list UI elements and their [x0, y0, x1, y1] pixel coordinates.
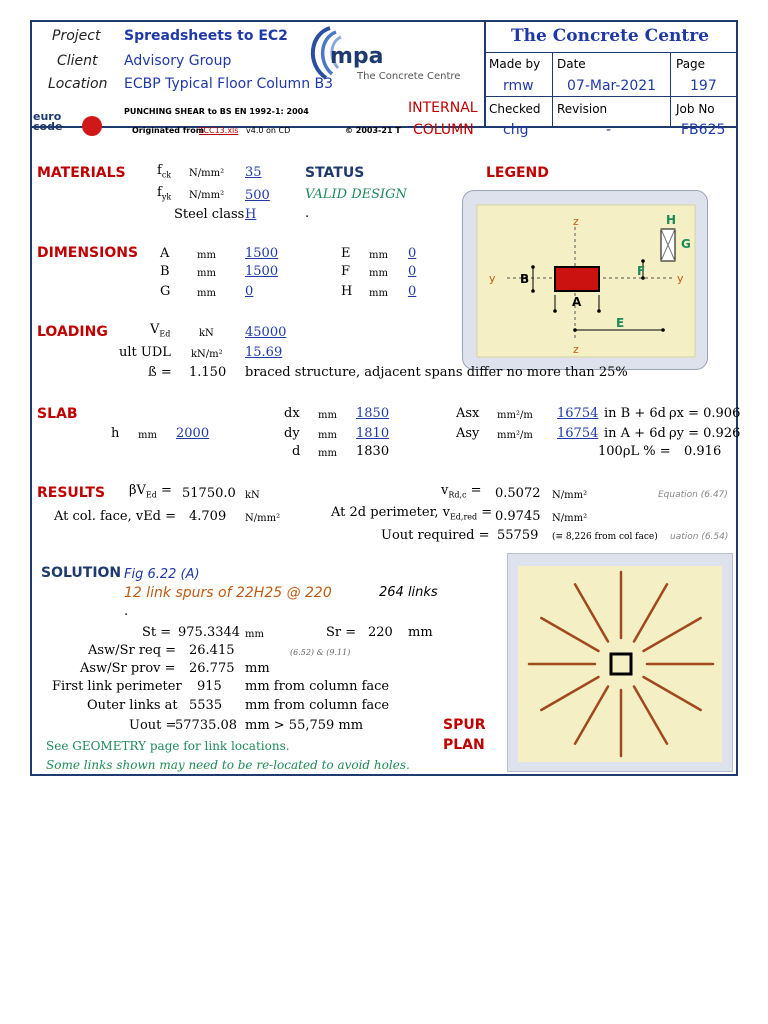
location-label: Location: [48, 76, 108, 92]
steel-class-label: Steel class: [174, 207, 245, 222]
project-value: Spreadsheets to EC2: [124, 28, 288, 44]
slab-d-label: d: [292, 444, 301, 459]
dim-a-input[interactable]: 1500: [245, 246, 279, 261]
colface-unit: N/mm²: [245, 513, 281, 524]
page-value: 197: [690, 78, 717, 94]
slab-dy-unit: mm: [318, 430, 337, 441]
legend-title: LEGEND: [486, 165, 549, 181]
beta-note: braced structure, adjacent spans differ no more than 25%: [245, 365, 628, 380]
materials-title: MATERIALS: [37, 165, 126, 181]
legend-y-left: y: [489, 272, 496, 285]
ved-symbol: $V_{Ed}$: [150, 322, 171, 339]
spur-plan-label-2: PLAN: [443, 737, 485, 753]
slab-h-label: h: [111, 426, 120, 441]
legend-dot: [641, 259, 645, 263]
spur-plan-label-1: SPUR: [443, 717, 486, 733]
slab-dx-unit: mm: [318, 410, 337, 421]
vrdc-label: $v_{Rd,c}$ =: [441, 483, 482, 500]
status-dot: .: [305, 206, 310, 221]
aswreq-value: 26.415: [189, 643, 235, 658]
page-label: Page: [676, 57, 706, 71]
udl-input[interactable]: 15.69: [245, 345, 283, 360]
checked-label: Checked: [489, 102, 541, 116]
aswprov-value: 26.775: [189, 661, 235, 676]
header-row-divider: [484, 96, 736, 97]
uout-required-ref: uation (6.54): [670, 532, 729, 542]
sr-label: Sr =: [326, 625, 357, 640]
fyk-input[interactable]: 500: [245, 188, 270, 203]
dimensions-title: DIMENSIONS: [37, 245, 139, 261]
slab-asx-label: Asx: [456, 406, 480, 421]
dim-f-input[interactable]: 0: [408, 264, 417, 279]
aswreq-label: Asw/Sr req =: [88, 643, 177, 658]
first-perimeter-value: 915: [197, 679, 222, 694]
checked-value: chg: [503, 122, 529, 138]
slab-asy-label: Asy: [456, 426, 480, 441]
header-col-divider-2: [670, 52, 671, 126]
project-label: Project: [52, 28, 101, 44]
bved-unit: kN: [245, 490, 260, 501]
perim-label: At 2d perimeter, $v_{Ed,red}$ =: [331, 505, 493, 522]
uout-comparison: mm > 55,759 mm: [245, 718, 364, 733]
legend-dot: [573, 328, 577, 332]
vrdc-unit: N/mm²: [552, 490, 588, 501]
slab-rhol-value: 0.916: [684, 444, 722, 459]
aswprov-unit: mm: [245, 661, 270, 676]
fck-input[interactable]: 35: [245, 165, 262, 180]
eurocode-logo-line1: euro: [33, 110, 62, 123]
fck-symbol: $f_{ck}$: [157, 163, 172, 180]
dim-h-label: H: [341, 284, 353, 299]
legend-dot: [597, 309, 601, 313]
dim-h-unit: mm: [369, 288, 388, 299]
uout-value: 57735.08: [175, 718, 238, 733]
dim-g-label: G: [160, 284, 171, 299]
solution-links: 264 links: [379, 585, 438, 600]
fyk-unit: N/mm²: [189, 190, 225, 201]
loading-title: LOADING: [37, 324, 108, 340]
outer-links-label: Outer links at: [87, 698, 178, 713]
legend-g-label: G: [681, 237, 691, 251]
eurocode-logo: [33, 112, 62, 132]
colface-value: 4.709: [189, 509, 227, 524]
beta-label: ß =: [148, 365, 172, 380]
revision-label: Revision: [557, 102, 608, 116]
client-label: Client: [57, 53, 98, 69]
uout-required-label: Uout required =: [381, 528, 490, 543]
slab-asy-unit: mm²/m: [497, 430, 533, 441]
aswprov-label: Asw/Sr prov =: [80, 661, 176, 676]
legend-f-label: F: [637, 264, 646, 278]
job-no-value: FB625: [681, 122, 726, 138]
originated-version: v4.0 on CD: [246, 126, 291, 135]
dim-a-unit: mm: [197, 250, 216, 261]
originated-file-link[interactable]: TCC13.xls: [199, 126, 239, 135]
beta-value: 1.150: [189, 365, 227, 380]
header-title-divider: [484, 52, 736, 53]
legend-y-right: y: [677, 272, 684, 285]
outer-links-unit: mm from column face: [245, 698, 390, 713]
ved-input[interactable]: 45000: [245, 325, 287, 340]
bved-label: $\beta V_{Ed}$ =: [129, 483, 172, 500]
slab-rhox: ρx = 0.906: [669, 406, 741, 421]
slab-asx-unit: mm²/m: [497, 410, 533, 421]
udl-unit: kN/m²: [191, 349, 223, 360]
made-by-label: Made by: [489, 57, 541, 71]
spur-plan-diagram: [508, 554, 734, 773]
vrdc-value: 0.5072: [495, 486, 541, 501]
vrdc-ref: Equation (6.47): [658, 490, 728, 500]
dim-g-unit: mm: [197, 288, 216, 299]
first-perimeter-label: First link perimeter: [52, 679, 182, 694]
dim-b-label: B: [160, 264, 170, 279]
sr-unit: mm: [408, 625, 433, 640]
slab-asy-input[interactable]: 16754: [557, 426, 599, 441]
date-label: Date: [557, 57, 586, 71]
slab-dx-label: dx: [284, 406, 300, 421]
eurocode-logo-line2: code: [33, 120, 63, 133]
solution-dot: .: [124, 604, 129, 619]
location-value: ECBP Typical Floor Column B3: [124, 76, 334, 92]
sr-value: 220: [368, 625, 393, 640]
dim-a-label: A: [160, 246, 170, 261]
copyright: © 2003-21 T: [345, 126, 401, 135]
legend-h-label: H: [666, 213, 677, 227]
dim-f-label: F: [341, 264, 351, 279]
slab-h-unit: mm: [138, 430, 157, 441]
status-title: STATUS: [305, 165, 365, 181]
org-name: The Concrete Centre: [510, 26, 709, 46]
date-value: 07-Mar-2021: [567, 78, 657, 94]
st-label: St =: [142, 625, 172, 640]
bved-value: 51750.0: [182, 486, 236, 501]
st-unit: mm: [245, 629, 264, 640]
header-col-divider-1: [552, 52, 553, 126]
slab-asy-note: in A + 6d: [604, 426, 666, 441]
ved-unit: kN: [199, 328, 214, 339]
legend-dot: [531, 289, 535, 293]
uout-required-value: 55759: [497, 528, 539, 543]
legend-z-bottom: z: [573, 343, 579, 356]
solution-title: SOLUTION: [41, 565, 122, 581]
slab-asx-input[interactable]: 16754: [557, 406, 599, 421]
slab-dx-input[interactable]: 1850: [356, 406, 390, 421]
column-label: COLUMN: [413, 122, 474, 138]
dim-g-input[interactable]: 0: [245, 284, 254, 299]
slab-rhol-label: 100ρL % =: [598, 444, 671, 459]
originated-prefix: Originated from: [132, 126, 205, 135]
perim-unit: N/mm²: [552, 513, 588, 524]
steel-class-input[interactable]: H: [245, 207, 257, 222]
slab-rhoy: ρy = 0.926: [669, 426, 741, 441]
legend-dot: [661, 328, 665, 332]
note-holes: Some links shown may need to be re-located to avoid holes.: [46, 758, 410, 772]
status-value: VALID DESIGN: [305, 187, 407, 202]
mpa-logo-text: mpa: [330, 44, 384, 69]
note-geometry: See GEOMETRY page for link locations.: [46, 739, 290, 753]
colface-label: At col. face, vEd =: [54, 509, 177, 524]
eurocode-logo-icon: [82, 116, 102, 136]
udl-label: ult UDL: [119, 345, 171, 360]
internal-label: INTERNAL: [408, 100, 478, 116]
aswreq-ref: (6.52) & (9.11): [290, 648, 351, 657]
legend-dot: [531, 265, 535, 269]
outer-links-value: 5535: [189, 698, 223, 713]
fck-unit: N/mm²: [189, 168, 225, 179]
slab-dy-label: dy: [284, 426, 300, 441]
punching-shear-title: PUNCHING SHEAR to BS EN 1992-1: 2004: [124, 107, 309, 116]
legend-b-label: B: [520, 272, 530, 286]
st-value: 975.3344: [178, 625, 241, 640]
revision-value: -: [606, 122, 612, 138]
legend-dot: [553, 309, 557, 313]
legend-panel: [462, 190, 708, 370]
spur-plan-panel: [507, 553, 733, 772]
results-title: RESULTS: [37, 485, 106, 501]
client-value: Advisory Group: [124, 53, 232, 69]
legend-e-label: E: [616, 316, 625, 330]
mpa-logo-tagline: The Concrete Centre: [357, 71, 461, 82]
dim-b-unit: mm: [197, 268, 216, 279]
made-by-value: rmw: [503, 78, 534, 94]
slab-d-unit: mm: [318, 448, 337, 459]
uout-required-note: (≡ 8,226 from col face): [552, 532, 658, 542]
dim-e-input[interactable]: 0: [408, 246, 417, 261]
perim-value: 0.9745: [495, 509, 541, 524]
dim-b-input[interactable]: 1500: [245, 264, 279, 279]
dim-e-label: E: [341, 246, 351, 261]
legend-a-label: A: [572, 295, 582, 309]
legend-z-top: z: [573, 215, 579, 228]
job-no-label: Job No: [676, 102, 715, 116]
slab-asx-note: in B + 6d: [604, 406, 666, 421]
first-perimeter-unit: mm from column face: [245, 679, 390, 694]
dim-h-input[interactable]: 0: [408, 284, 417, 299]
legend-column: [555, 267, 599, 291]
slab-title: SLAB: [37, 406, 78, 422]
slab-h-input[interactable]: 2000: [176, 426, 210, 441]
solution-fig: Fig 6.22 (A): [124, 567, 200, 582]
dim-f-unit: mm: [369, 268, 388, 279]
uout-label: Uout =: [129, 718, 177, 733]
fyk-symbol: $f_{yk}$: [157, 185, 172, 202]
slab-d-value: 1830: [356, 444, 390, 459]
dim-e-unit: mm: [369, 250, 388, 261]
solution-spurs: 12 link spurs of 22H25 @ 220: [124, 585, 332, 601]
slab-dy-input[interactable]: 1810: [356, 426, 390, 441]
